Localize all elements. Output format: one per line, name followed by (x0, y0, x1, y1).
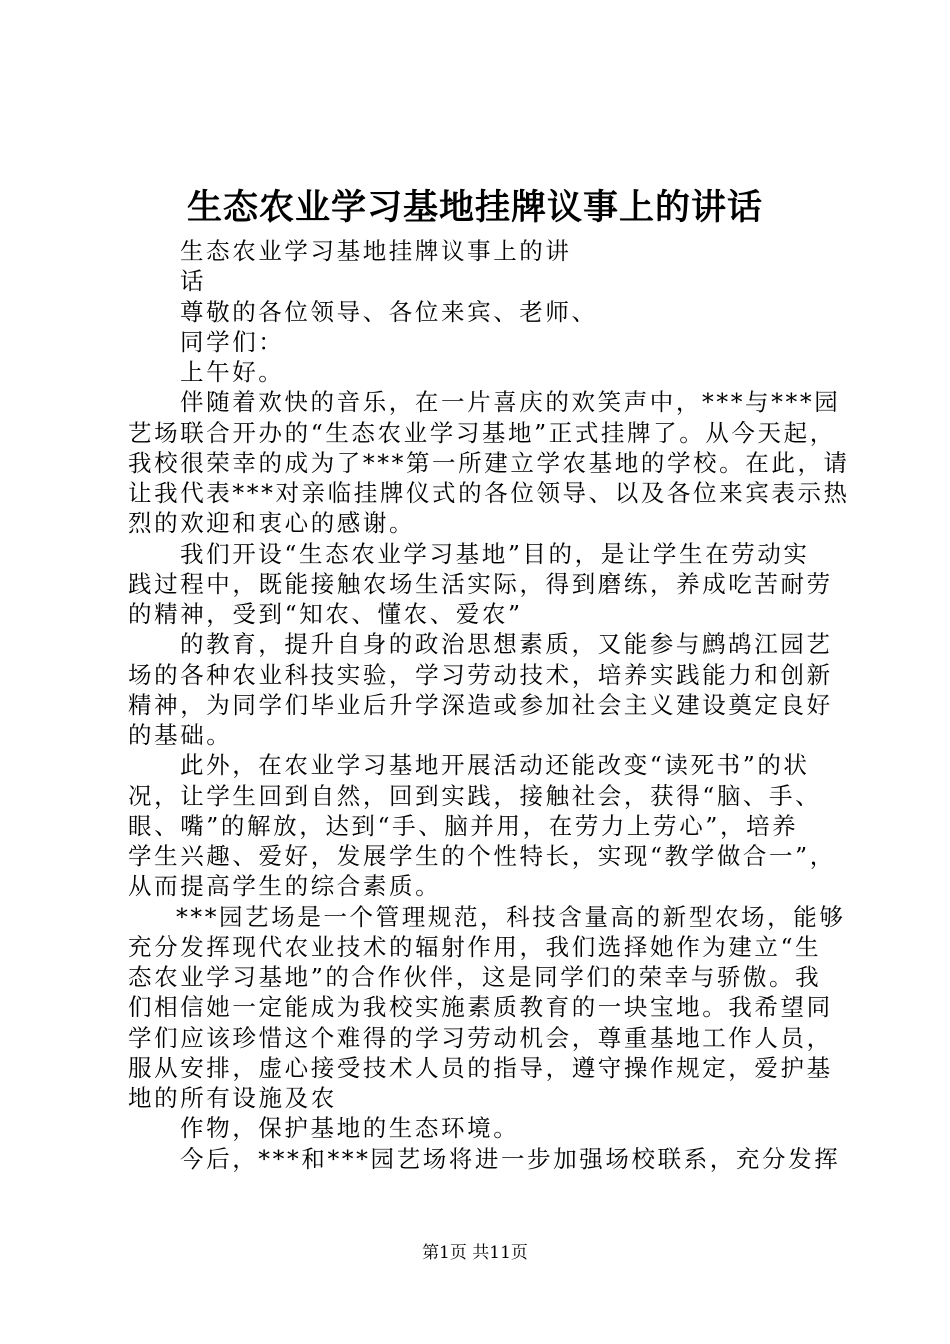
text-line: ***园艺场是一个管理规范，科技含量高的新型农场，能够 (176, 902, 846, 931)
text-line: 艺场联合开办的“生态农业学习基地”正式挂牌了。从今天起， (128, 418, 836, 447)
text-line: 学生兴趣、爱好，发展学生的个性特长，实现“教学做合一”， (128, 842, 836, 870)
text-line: 精神，为同学们毕业后升学深造或参加社会主义建设奠定良好 (128, 690, 833, 719)
text-line: 况，让学生回到自然，回到实践，接触社会，获得“脑、手、 (128, 781, 822, 810)
text-line: 的基础。 (128, 721, 233, 749)
text-line: 作物，保护基地的生态环境。 (180, 1114, 520, 1143)
text-line: 我们开设“生态农业学习基地”目的，是让学生在劳动实 (180, 539, 810, 568)
text-line: 从而提高学生的综合素质。 (128, 872, 442, 901)
text-line: 的精神，受到“知农、懂农、爱农” (128, 600, 523, 628)
text-line: 学们应该珍惜这个难得的学习劳动机会，尊重基地工作人员， (128, 1023, 833, 1052)
text-line: 今后，***和***园艺场将进一步加强场校联系，充分发挥 (180, 1144, 841, 1173)
document-title: 生态农业学习基地挂牌议事上的讲话 (186, 187, 763, 228)
text-line: 生态农业学习基地挂牌议事上的讲 (180, 237, 572, 265)
text-line: 话 (180, 267, 207, 296)
text-line: 让我代表***对亲临挂牌仪式的各位领导、以及各位来宾表示热 (128, 479, 850, 507)
text-line: 烈的欢迎和衷心的感谢。 (128, 509, 416, 538)
page-footer: 第1页 共11页 (422, 1243, 528, 1263)
text-line: 同学们： (180, 327, 285, 356)
text-line: 践过程中，既能接触农场生活实际，得到磨练，养成吃苦耐劳 (128, 569, 833, 598)
text-line: 我校很荣幸的成为了***第一所建立学农基地的学校。在此，请 (128, 448, 850, 477)
text-line: 上午好。 (180, 358, 285, 386)
document-body (128, 236, 850, 1174)
text-line: 场的各种农业科技实验，学习劳动技术，培养实践能力和创新 (128, 660, 833, 689)
text-line: 服从安排，虚心接受技术人员的指导，遵守操作规定，爱护基 (128, 1053, 833, 1082)
text-line: 眼、嘴”的解放，达到“手、脑并用，在劳力上劳心”，培养 (128, 811, 799, 840)
text-line: 伴随着欢快的音乐，在一片喜庆的欢笑声中，***与***园 (180, 388, 841, 417)
text-line: 尊敬的各位领导、各位来宾、老师、 (180, 297, 598, 326)
text-line: 们相信她一定能成为我校实施素质教育的一块宝地。我希望同 (128, 993, 833, 1022)
text-line: 此外，在农业学习基地开展活动还能改变“读死书”的状 (180, 751, 810, 780)
text-line: 地的所有设施及农 (128, 1084, 337, 1112)
text-line: 的教育，提升自身的政治思想素质，又能参与鹧鸪江园艺 (180, 630, 833, 659)
text-line: 充分发挥现代农业技术的辐射作用，我们选择她作为建立“生 (128, 932, 822, 961)
text-line: 态农业学习基地”的合作伙伴，这是同学们的荣幸与骄傲。我 (128, 963, 822, 991)
